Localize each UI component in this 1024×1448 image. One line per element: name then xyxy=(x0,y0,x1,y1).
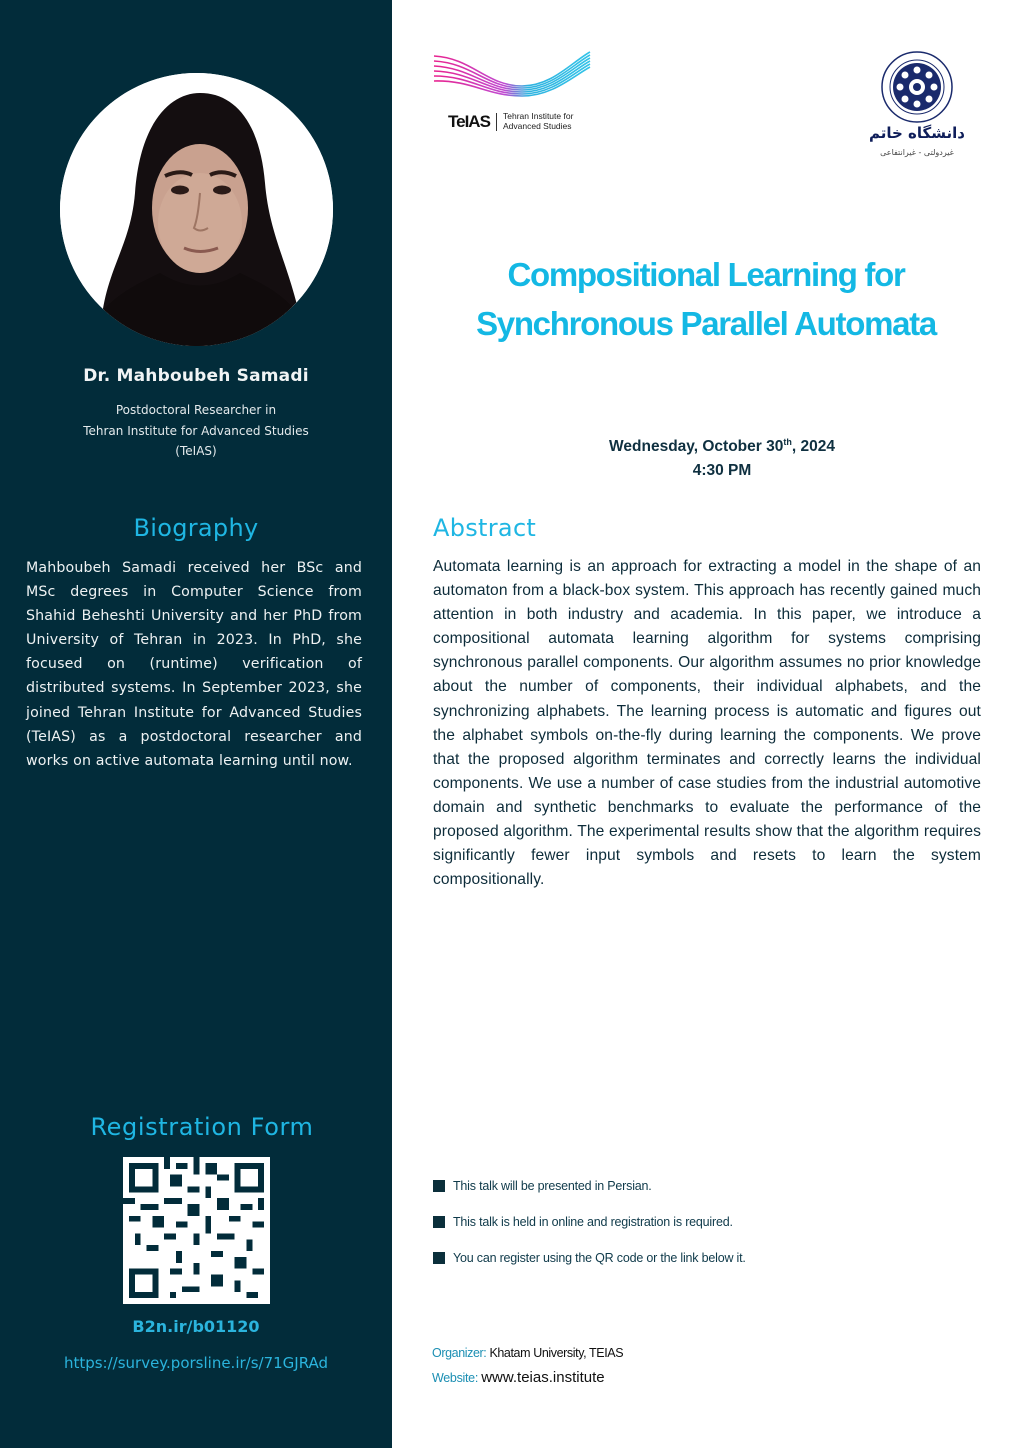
talk-date-year: , 2024 xyxy=(791,438,835,455)
talk-date-day: Wednesday, October 30 xyxy=(609,438,784,455)
abstract-text: Automata learning is an approach for extracting a model in the shape of an automaton from a black-box system. This approach has recently gained much attention in both industry and academia. In this paper, we introduce a compositional automata learning algorithm for systems comprising synchronous parallel components. Our algorithm assumes no prior knowledge about the number of components, their individual alphabets, and the synchronizing alphabets. The learning process is automatic and figures out the alphabet symbols on-the-fly during learning the components. We prove that the proposed algorithm terminates and correctly learns the individual components. We use a number of case studies from the industrial automotive domain and synthetic benchmarks to evaluate the performance of the proposed algorithm. The experimental results show that the algorithm requires significantly fewer input symbols and resets to learn the system compositionally. xyxy=(433,558,981,889)
speaker-photo xyxy=(60,73,333,346)
talk-time: 4:30 PM xyxy=(692,462,752,479)
registration-short-link[interactable]: B2n.ir/b01120 xyxy=(132,1317,260,1336)
speaker-role-line: Tehran Institute for Advanced Studies xyxy=(83,423,309,438)
registration-qr-code[interactable] xyxy=(123,1157,270,1304)
speaker-role-line: (TeIAS) xyxy=(175,444,217,458)
khatam-university-subtitle: غیردولتی - غیرانتفاعی xyxy=(880,148,954,157)
square-bullet-icon xyxy=(433,1216,445,1228)
website-label: Website: xyxy=(432,1371,479,1385)
talk-date xyxy=(430,430,1014,459)
teias-wave-icon xyxy=(432,50,592,110)
speaker-role-line: Postdoctoral Researcher in xyxy=(115,403,277,417)
website-line xyxy=(432,1369,605,1386)
teias-divider xyxy=(496,113,497,131)
speaker-name: Dr. Mahboubeh Samadi xyxy=(83,366,309,386)
registration-heading: Registration Form xyxy=(90,1113,314,1141)
talk-title xyxy=(414,250,998,348)
teias-subtitle-line: Tehran Institute for xyxy=(503,111,574,121)
note-text: You can register using the QR code or the link below it. xyxy=(453,1251,746,1265)
registration-survey-link[interactable]: https://survey.porsline.ir/s/71GJRAd xyxy=(63,1354,329,1372)
talk-title-line: Synchronous Parallel Automata xyxy=(476,305,936,342)
square-bullet-icon xyxy=(433,1252,445,1264)
website-link[interactable]: www.teias.institute xyxy=(481,1369,605,1386)
biography-heading: Biography xyxy=(133,514,259,542)
khatam-university-name: دانشگاه خاتم xyxy=(868,124,965,142)
note-item xyxy=(433,1250,746,1266)
teias-subtitle-line: Advanced Studies xyxy=(503,120,572,131)
teias-wordmark: TeIAS xyxy=(448,112,490,131)
biography-text: Mahboubeh Samadi received her BSc and MSc degrees in Computer Science from Shahid Beheshti University and her PhD from University of Tehran in 2023. In PhD, she focused on (runtime) verification of distributed systems. In September 2023, she joined Tehran Institute for Advanced Studies (TeIAS) as a postdoctoral researcher and works on active automata learning until now. xyxy=(26,560,362,769)
organizer-line xyxy=(432,1346,623,1360)
talk-datetime xyxy=(430,430,1014,483)
talk-title-line: Compositional Learning for xyxy=(507,256,905,293)
speaker-portrait-icon xyxy=(60,73,333,346)
talk-notes xyxy=(433,1178,746,1286)
organizer-value: Khatam University, TEIAS xyxy=(489,1346,624,1360)
abstract-heading: Abstract xyxy=(433,514,537,542)
talk-date-ordinal: th xyxy=(783,437,792,447)
note-text: This talk is held in online and registration is required. xyxy=(453,1215,733,1229)
khatam-logo xyxy=(880,50,954,124)
speaker-sidebar xyxy=(0,0,392,1448)
note-item xyxy=(433,1214,746,1230)
note-item xyxy=(433,1178,746,1194)
khatam-emblem-icon xyxy=(880,50,954,124)
teias-subtitle xyxy=(503,112,573,131)
speaker-role xyxy=(0,400,392,462)
square-bullet-icon xyxy=(433,1180,445,1192)
qr-code-icon xyxy=(123,1157,270,1304)
organizer-label: Organizer: xyxy=(432,1346,487,1360)
note-text: This talk will be presented in Persian. xyxy=(453,1179,652,1193)
